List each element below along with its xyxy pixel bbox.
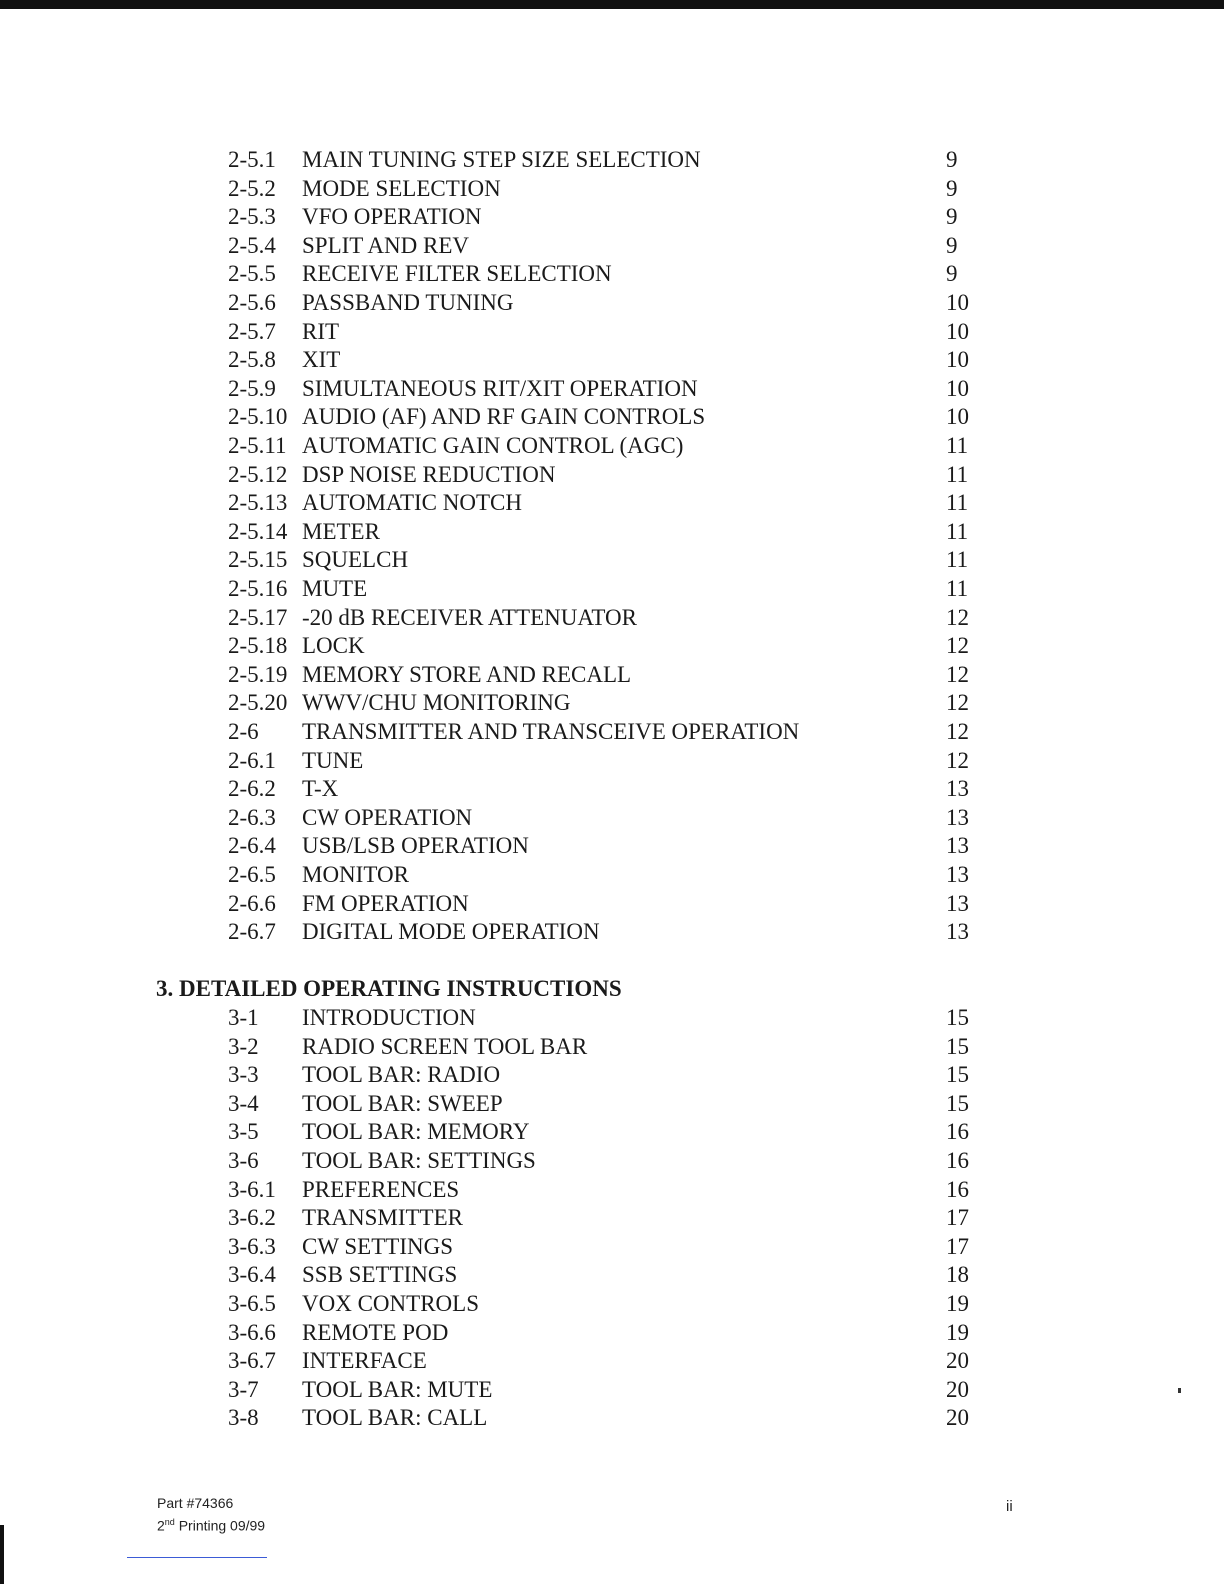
toc-entry-number: 2-5.1	[228, 147, 276, 172]
toc-entry-title: REMOTE POD	[302, 1319, 449, 1345]
toc-entry	[0, 489, 1224, 517]
toc-entry-title: METER	[302, 518, 380, 544]
toc-entry-number: 3-6.4	[228, 1262, 276, 1288]
toc-entry-title: MUTE	[302, 576, 368, 601]
toc-entry-page: 10	[946, 404, 969, 430]
toc-entry-number: 2-5.6	[228, 290, 276, 315]
toc-entry-title: AUTOMATIC GAIN CONTROL (AGC)	[302, 433, 684, 458]
toc-entry-number: 2-5.15	[228, 547, 288, 573]
toc-entry-number: 2-6.2	[228, 776, 276, 802]
toc-entry-number: 2-5.18	[228, 633, 288, 659]
footer-part-info	[157, 1494, 265, 1536]
toc-entry	[0, 747, 1224, 775]
toc-entry-page: 9	[946, 204, 958, 230]
toc-entry	[0, 175, 1224, 203]
scan-top-edge	[0, 0, 1224, 9]
toc-entry-title: SPLIT AND REV	[302, 232, 469, 258]
toc-entry-page: 11	[946, 461, 969, 487]
toc-entry-title: AUDIO (AF) AND RF GAIN CONTROLS	[302, 404, 706, 430]
toc-entry-number: 3-6	[228, 1148, 259, 1173]
toc-entry-title: PREFERENCES	[302, 1176, 460, 1202]
toc-entry-title: CW SETTINGS	[302, 1233, 453, 1259]
toc-entry-title: PASSBAND TUNING	[302, 290, 514, 315]
scan-left-edge	[0, 1525, 4, 1584]
toc-entry-title: VFO OPERATION	[302, 204, 482, 230]
toc-entry-page: 13	[946, 776, 969, 802]
toc-entry	[0, 318, 1224, 346]
toc-entry-title: T-X	[302, 776, 339, 802]
toc-entry-title: XIT	[302, 347, 341, 373]
toc-entry-title: MONITOR	[302, 862, 409, 887]
toc-entry-title: FM OPERATION	[302, 890, 469, 916]
toc-entry	[0, 1319, 1224, 1347]
toc-entry	[0, 832, 1224, 860]
toc-entry-number: 2-5.14	[228, 518, 288, 544]
toc-entry-title: CW OPERATION	[302, 804, 473, 830]
toc-entry	[0, 1261, 1224, 1289]
toc-entry-number: 3-6.6	[228, 1319, 276, 1345]
toc-entry-page: 11	[946, 433, 969, 458]
toc-entry-number: 2-5.8	[228, 347, 276, 373]
toc-entry-number: 3-2	[228, 1033, 259, 1059]
toc-entry-page: 9	[946, 261, 958, 287]
toc-entry-page: 13	[946, 804, 969, 830]
toc-entry-page: 13	[946, 890, 969, 916]
toc-entry	[0, 689, 1224, 717]
page-number: ii	[1006, 1498, 1013, 1515]
toc-entry-title: MEMORY STORE AND RECALL	[302, 661, 632, 687]
toc-entry-title: TOOL BAR: MEMORY	[302, 1119, 530, 1145]
toc-entry	[0, 1033, 1224, 1061]
toc-entry-title: TRANSMITTER	[302, 1205, 463, 1231]
toc-entry-number: 2-5.2	[228, 175, 276, 201]
toc-entry	[0, 1118, 1224, 1146]
toc-entry	[0, 1290, 1224, 1318]
toc-entry-title: TOOL BAR: MUTE	[302, 1376, 493, 1402]
toc-entry-page: 13	[946, 862, 969, 887]
toc-entry-title: TOOL BAR: CALL	[302, 1405, 488, 1431]
toc-entry-page: 10	[946, 290, 969, 315]
toc-entry	[0, 632, 1224, 660]
toc-entry-page: 12	[946, 719, 969, 744]
toc-entry-page: 15	[946, 1062, 969, 1088]
toc-entry-title: -20 dB RECEIVER ATTENUATOR	[302, 604, 637, 630]
toc-entry-page: 16	[946, 1119, 969, 1145]
toc-entry-number: 2-6.7	[228, 919, 276, 945]
toc-entry-title: RECEIVE FILTER SELECTION	[302, 261, 612, 287]
toc-entry-title: SIMULTANEOUS RIT/XIT OPERATION	[302, 375, 698, 401]
toc-entry-number: 2-5.16	[228, 576, 288, 601]
toc-entry-page: 12	[946, 604, 969, 630]
part-number: Part #74366	[157, 1495, 234, 1511]
toc-entry-number: 3-1	[228, 1005, 259, 1030]
toc-entry-number: 3-6.2	[228, 1205, 276, 1231]
toc-entry-page: 15	[946, 1090, 969, 1116]
toc-entry-title: INTRODUCTION	[302, 1005, 476, 1030]
toc-entry	[0, 1090, 1224, 1118]
underline-mark	[127, 1557, 267, 1558]
toc-entry	[0, 804, 1224, 832]
toc-entry	[0, 1147, 1224, 1175]
toc-entry	[0, 260, 1224, 288]
toc-entry	[0, 403, 1224, 431]
toc-entry-page: 15	[946, 1033, 969, 1059]
toc-entry-page: 17	[946, 1233, 969, 1259]
toc-entry	[0, 546, 1224, 574]
printing-info: 2nd Printing 09/99	[157, 1517, 266, 1534]
toc-entry-page: 17	[946, 1205, 969, 1231]
toc-entry-page: 12	[946, 690, 969, 716]
toc-entry-title: INTERFACE	[302, 1348, 427, 1374]
toc-entry	[0, 604, 1224, 632]
toc-entry-title: TOOL BAR: RADIO	[302, 1062, 501, 1088]
toc-entry-page: 10	[946, 375, 969, 401]
toc-entry-page: 18	[946, 1262, 969, 1288]
toc-entry-page: 9	[946, 232, 958, 258]
toc-entry-title: AUTOMATIC NOTCH	[302, 490, 522, 516]
toc-entry	[0, 289, 1224, 317]
toc-entry	[0, 1404, 1224, 1432]
toc-entry-number: 2-5.7	[228, 318, 276, 344]
toc-entry-number: 2-5.12	[228, 461, 288, 487]
toc-entry-number: 3-3	[228, 1062, 259, 1088]
toc-entry	[0, 518, 1224, 546]
toc-entry-number: 2-5.5	[228, 261, 276, 287]
toc-entry-number: 2-5.11	[228, 433, 287, 458]
toc-entry	[0, 432, 1224, 460]
toc-entry-number: 2-6	[228, 719, 259, 744]
toc-entry-page: 20	[946, 1376, 969, 1402]
toc-entry-page: 11	[946, 547, 969, 573]
toc-entry-number: 2-6.3	[228, 804, 276, 830]
toc-entry-page: 16	[946, 1148, 969, 1173]
toc-entry-number: 3-6.1	[228, 1176, 276, 1202]
toc-entry	[0, 1204, 1224, 1232]
toc-entry	[0, 861, 1224, 889]
toc-entry-title: TOOL BAR: SWEEP	[302, 1090, 503, 1116]
toc-entry-number: 2-5.10	[228, 404, 288, 430]
toc-entry	[0, 203, 1224, 231]
toc-entry-title: TOOL BAR: SETTINGS	[302, 1148, 536, 1173]
toc-entry	[0, 232, 1224, 260]
toc-entry-number: 2-5.4	[228, 232, 276, 258]
toc-entry	[0, 346, 1224, 374]
toc-entry-number: 2-5.19	[228, 661, 288, 687]
toc-entry-number: 3-8	[228, 1405, 259, 1431]
toc-entry-title: DIGITAL MODE OPERATION	[302, 919, 600, 945]
toc-entry-title: VOX CONTROLS	[302, 1291, 479, 1316]
toc-entry	[0, 146, 1224, 174]
toc-entry-number: 2-5.20	[228, 690, 288, 716]
toc-entry	[0, 661, 1224, 689]
toc-entry-page: 20	[946, 1405, 969, 1431]
toc-entry-number: 2-5.3	[228, 204, 276, 230]
toc-entry-number: 3-6.3	[228, 1233, 276, 1259]
toc-entry-number: 2-6.4	[228, 833, 276, 859]
toc-entry-title: LOCK	[302, 633, 365, 659]
toc-entry-page: 12	[946, 633, 969, 659]
toc-entry-page: 13	[946, 919, 969, 945]
toc-entry-page: 15	[946, 1005, 969, 1030]
toc-entry-title: SSB SETTINGS	[302, 1262, 458, 1288]
section-3-heading: 3. DETAILED OPERATING INSTRUCTIONS	[156, 976, 622, 1001]
toc-entry-page: 19	[946, 1319, 969, 1345]
toc-entry-title: DSP NOISE REDUCTION	[302, 461, 556, 487]
toc-entry-page: 12	[946, 661, 969, 687]
toc-entry-number: 2-5.13	[228, 490, 288, 516]
toc-entry-title: MAIN TUNING STEP SIZE SELECTION	[302, 147, 701, 172]
toc-entry	[0, 775, 1224, 803]
toc-entry-page: 11	[946, 576, 969, 601]
toc-entry	[0, 375, 1224, 403]
toc-entry-number: 2-5.17	[228, 604, 288, 630]
toc-entry-page: 12	[946, 747, 969, 773]
toc-entry-number: 3-5	[228, 1119, 259, 1145]
toc-entry-title: TRANSMITTER AND TRANSCEIVE OPERATION	[302, 719, 800, 744]
toc-entry	[0, 575, 1224, 603]
scan-speck	[1178, 1388, 1181, 1393]
toc-entry-page: 13	[946, 833, 969, 859]
toc-entry-page: 9	[946, 147, 958, 172]
toc-entry-page: 16	[946, 1176, 969, 1202]
toc-entry-page: 11	[946, 518, 969, 544]
toc-entry-number: 2-6.5	[228, 862, 276, 887]
toc-entry	[0, 718, 1224, 746]
toc-entry	[0, 1347, 1224, 1375]
toc-entry-page: 20	[946, 1348, 969, 1374]
toc-entry	[0, 1004, 1224, 1032]
toc-entry-title: SQUELCH	[302, 547, 409, 573]
toc-entry	[0, 1061, 1224, 1089]
toc-entry-number: 3-6.5	[228, 1291, 276, 1316]
toc-entry-page: 11	[946, 490, 969, 516]
toc-entry-number: 3-6.7	[228, 1348, 276, 1374]
toc-entry-title: TUNE	[302, 747, 364, 773]
toc-entry-page: 9	[946, 175, 958, 201]
toc-entry-number: 2-5.9	[228, 375, 276, 401]
toc-entry	[0, 890, 1224, 918]
toc-entry-page: 10	[946, 318, 969, 344]
toc-entry-number: 2-6.1	[228, 747, 276, 773]
toc-entry-number: 3-7	[228, 1376, 259, 1402]
toc-entry-page: 10	[946, 347, 969, 373]
toc-entry-number: 3-4	[228, 1090, 259, 1116]
toc-entry-number: 2-6.6	[228, 890, 276, 916]
toc-entry	[0, 1233, 1224, 1261]
toc-entry	[0, 1176, 1224, 1204]
toc-entry-title: RADIO SCREEN TOOL BAR	[302, 1033, 588, 1059]
toc-entry-page: 19	[946, 1291, 969, 1316]
toc-entry	[0, 461, 1224, 489]
toc-entry-title: WWV/CHU MONITORING	[302, 690, 571, 716]
toc-entry-title: RIT	[302, 318, 340, 344]
toc-entry	[0, 918, 1224, 946]
toc-entry-title: USB/LSB OPERATION	[302, 833, 529, 859]
toc-entry	[0, 1376, 1224, 1404]
toc-entry-title: MODE SELECTION	[302, 175, 501, 201]
